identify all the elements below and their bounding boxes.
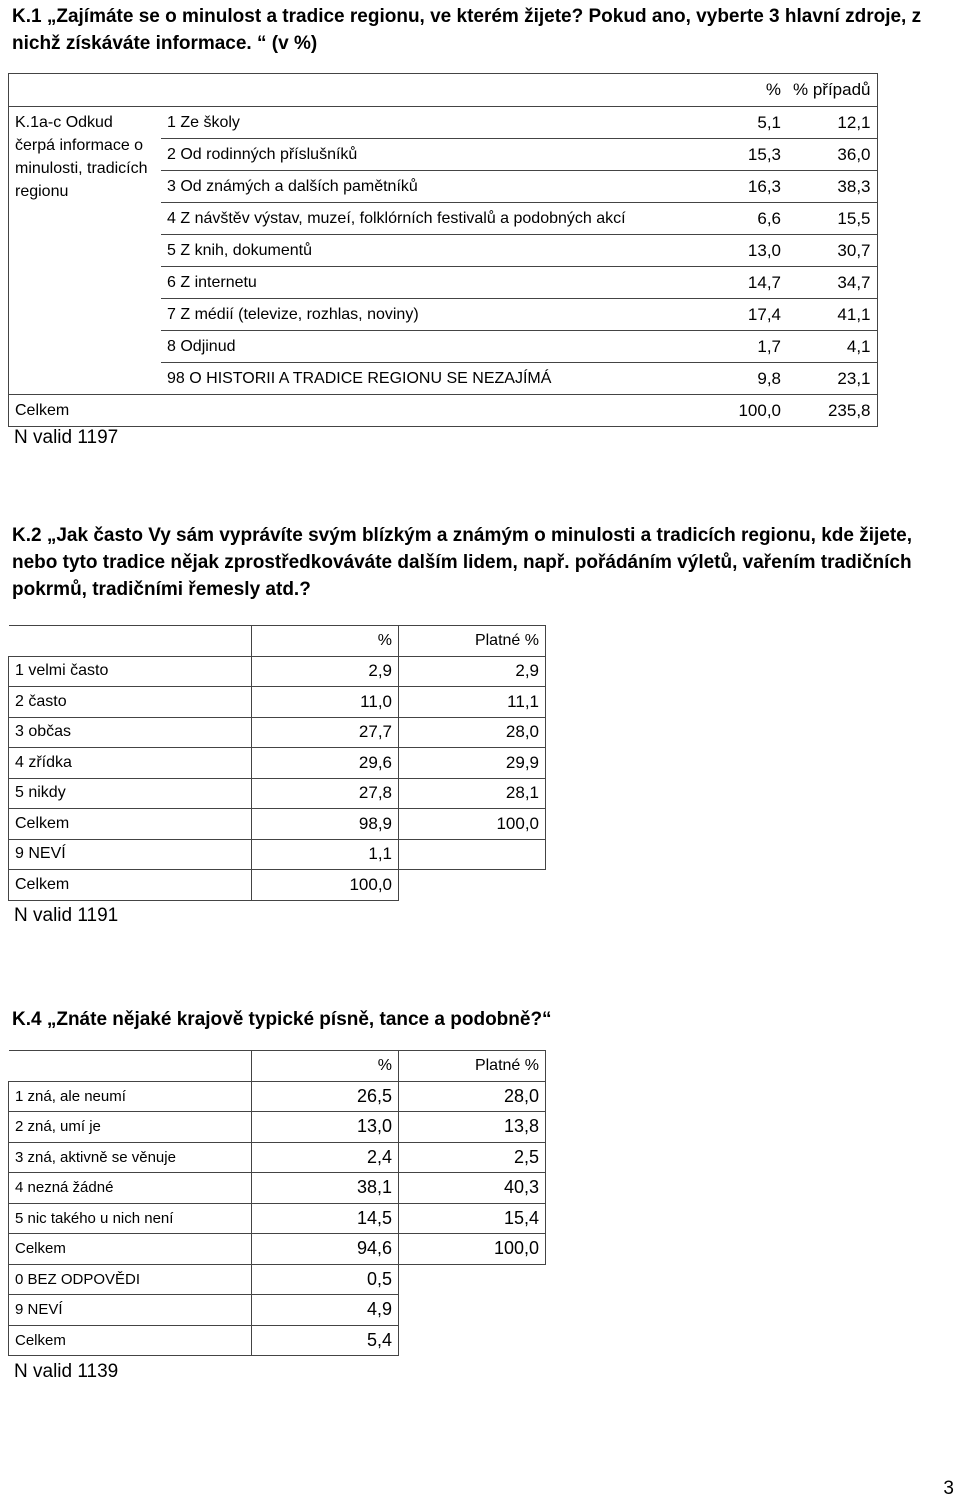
k4-row-valid: 40,3 — [399, 1173, 546, 1204]
k2-row-label: 3 občas — [9, 717, 252, 748]
table-row — [9, 1295, 546, 1326]
k4-row-valid: 100,0 — [399, 1234, 546, 1265]
page-number: 3 — [943, 1478, 954, 1499]
k2-row-pct: 29,6 — [252, 748, 399, 779]
k2-row-pct: 1,1 — [252, 839, 399, 870]
k2-row-valid: 2,9 — [399, 656, 546, 687]
k1-row-category: 7 Z médií (televize, rozhlas, noviny) — [161, 299, 699, 331]
table-row — [9, 809, 546, 840]
table-row — [9, 656, 546, 687]
k1-row-cases: 23,1 — [787, 363, 877, 395]
k4-row-pct: 5,4 — [252, 1325, 399, 1356]
k1-total-pct: 100,0 — [699, 395, 787, 427]
k1-row-cases: 4,1 — [787, 331, 877, 363]
k1-col-cases: % případů — [787, 74, 877, 107]
k1-row-cases: 38,3 — [787, 171, 877, 203]
k2-row-pct: 98,9 — [252, 809, 399, 840]
k1-row-cases: 30,7 — [787, 235, 877, 267]
k2-row-pct: 100,0 — [252, 870, 399, 901]
k1-row-category: 98 O HISTORII A TRADICE REGIONU SE NEZAJÍMÁ — [161, 363, 699, 395]
table-row — [9, 839, 546, 870]
k1-row-pct: 13,0 — [699, 235, 787, 267]
k1-row-pct: 17,4 — [699, 299, 787, 331]
table-row — [9, 778, 546, 809]
k2-row-pct: 27,7 — [252, 717, 399, 748]
k4-row-valid — [399, 1295, 546, 1326]
k4-row-label: Celkem — [9, 1234, 252, 1265]
table-row — [9, 107, 878, 139]
k4-col-pct: % — [252, 1051, 399, 1082]
k2-table — [8, 625, 546, 901]
k2-row-label: Celkem — [9, 809, 252, 840]
k2-row-valid: 100,0 — [399, 809, 546, 840]
k2-row-valid: 29,9 — [399, 748, 546, 779]
k1-question-title: K.1 „Zajímáte se o minulost a tradice regionu, ve kterém žijete? Pokud ano, vyberte 3 hlavní zdroje, z nichž získáváte informace. “ (v %) — [12, 6, 922, 54]
k4-row-pct: 13,0 — [252, 1112, 399, 1143]
k4-row-label: 5 nic takého u nich není — [9, 1203, 252, 1234]
k1-row-cases: 34,7 — [787, 267, 877, 299]
k1-total-cases: 235,8 — [787, 395, 877, 427]
k4-row-label: Celkem — [9, 1325, 252, 1356]
k4-row-valid: 15,4 — [399, 1203, 546, 1234]
k1-row-cases: 15,5 — [787, 203, 877, 235]
k4-row-pct: 94,6 — [252, 1234, 399, 1265]
k4-row-pct: 26,5 — [252, 1081, 399, 1112]
k1-row-cases: 12,1 — [787, 107, 877, 139]
k1-row-pct: 15,3 — [699, 139, 787, 171]
k4-row-label: 3 zná, aktivně se věnuje — [9, 1142, 252, 1173]
k1-total-row — [9, 395, 878, 427]
k4-row-valid — [399, 1264, 546, 1295]
k4-col-valid: Platné % — [399, 1051, 546, 1082]
k1-total-label: Celkem — [9, 395, 700, 427]
k2-row-label: 5 nikdy — [9, 778, 252, 809]
k2-row-valid: 28,1 — [399, 778, 546, 809]
table-row — [9, 717, 546, 748]
k1-row-label: K.1a-c Odkud čerpá informace o minulosti, tradicích regionu — [9, 107, 162, 395]
k4-row-label: 0 BEZ ODPOVĚDI — [9, 1264, 252, 1295]
k1-row-category: 5 Z knih, dokumentů — [161, 235, 699, 267]
k2-row-pct: 2,9 — [252, 656, 399, 687]
k4-question-title: K.4 „Znáte nějaké krajově typické písně, tance a podobně?“ — [12, 1009, 552, 1030]
table-row — [9, 1264, 546, 1295]
k4-row-pct: 14,5 — [252, 1203, 399, 1234]
k1-row-category: 1 Ze školy — [161, 107, 699, 139]
k1-row-category: 8 Odjinud — [161, 331, 699, 363]
k2-row-label: 2 často — [9, 687, 252, 718]
k2-n-valid: N valid 1191 — [14, 905, 119, 926]
k4-row-valid: 13,8 — [399, 1112, 546, 1143]
k1-row-category: 4 Z návštěv výstav, muzeí, folklórních festivalů a podobných akcí — [161, 203, 699, 235]
k4-n-valid: N valid 1139 — [14, 1361, 119, 1382]
k1-row-cases: 41,1 — [787, 299, 877, 331]
k2-row-valid — [399, 870, 546, 901]
k1-row-category: 3 Od známých a dalších pamětníků — [161, 171, 699, 203]
k2-question-title: K.2 „Jak často Vy sám vyprávíte svým blízkým a známým o minulosti a tradicích regionu, kde žijete, nebo tyto tradice nějak zprostředkováváte dalším lidem, např. pořádáním výletů, vařením tradičních pokrmů, tradičními řemesly atd.? — [12, 525, 913, 600]
k1-row-pct: 16,3 — [699, 171, 787, 203]
k1-n-valid: N valid 1197 — [14, 427, 119, 448]
table-row — [9, 1173, 546, 1204]
k1-row-pct: 5,1 — [699, 107, 787, 139]
k1-row-pct: 9,8 — [699, 363, 787, 395]
k4-row-valid: 28,0 — [399, 1081, 546, 1112]
k1-row-pct: 6,6 — [699, 203, 787, 235]
k2-row-label: 4 zřídka — [9, 748, 252, 779]
k4-row-label: 4 nezná žádné — [9, 1173, 252, 1204]
k2-row-label: 1 velmi často — [9, 656, 252, 687]
k2-row-pct: 11,0 — [252, 687, 399, 718]
k4-row-valid — [399, 1325, 546, 1356]
k1-row-pct: 1,7 — [699, 331, 787, 363]
table-row — [9, 1081, 546, 1112]
table-row — [9, 687, 546, 718]
table-row — [9, 1325, 546, 1356]
table-row — [9, 748, 546, 779]
k4-row-valid: 2,5 — [399, 1142, 546, 1173]
k4-row-label: 9 NEVÍ — [9, 1295, 252, 1326]
k2-col-pct: % — [252, 626, 399, 657]
k4-row-pct: 2,4 — [252, 1142, 399, 1173]
k2-row-pct: 27,8 — [252, 778, 399, 809]
k2-row-label: Celkem — [9, 870, 252, 901]
k4-row-label: 2 zná, umí je — [9, 1112, 252, 1143]
k4-table — [8, 1050, 546, 1356]
k1-table — [8, 73, 878, 427]
table-row — [9, 1203, 546, 1234]
k4-row-label: 1 zná, ale neumí — [9, 1081, 252, 1112]
k2-row-valid: 11,1 — [399, 687, 546, 718]
table-row — [9, 1234, 546, 1265]
k2-row-valid: 28,0 — [399, 717, 546, 748]
k2-row-valid — [399, 839, 546, 870]
k1-row-category: 2 Od rodinných příslušníků — [161, 139, 699, 171]
k4-header-row — [9, 1051, 546, 1082]
k4-row-pct: 0,5 — [252, 1264, 399, 1295]
table-row — [9, 1142, 546, 1173]
k4-row-pct: 4,9 — [252, 1295, 399, 1326]
k2-row-label: 9 NEVÍ — [9, 839, 252, 870]
table-row — [9, 870, 546, 901]
k1-row-cases: 36,0 — [787, 139, 877, 171]
k1-row-category: 6 Z internetu — [161, 267, 699, 299]
table-row — [9, 1112, 546, 1143]
k2-header-row — [9, 626, 546, 657]
k2-col-valid: Platné % — [399, 626, 546, 657]
k4-row-pct: 38,1 — [252, 1173, 399, 1204]
k1-row-pct: 14,7 — [699, 267, 787, 299]
k1-col-pct: % — [699, 74, 787, 107]
k1-header-row — [9, 74, 878, 107]
